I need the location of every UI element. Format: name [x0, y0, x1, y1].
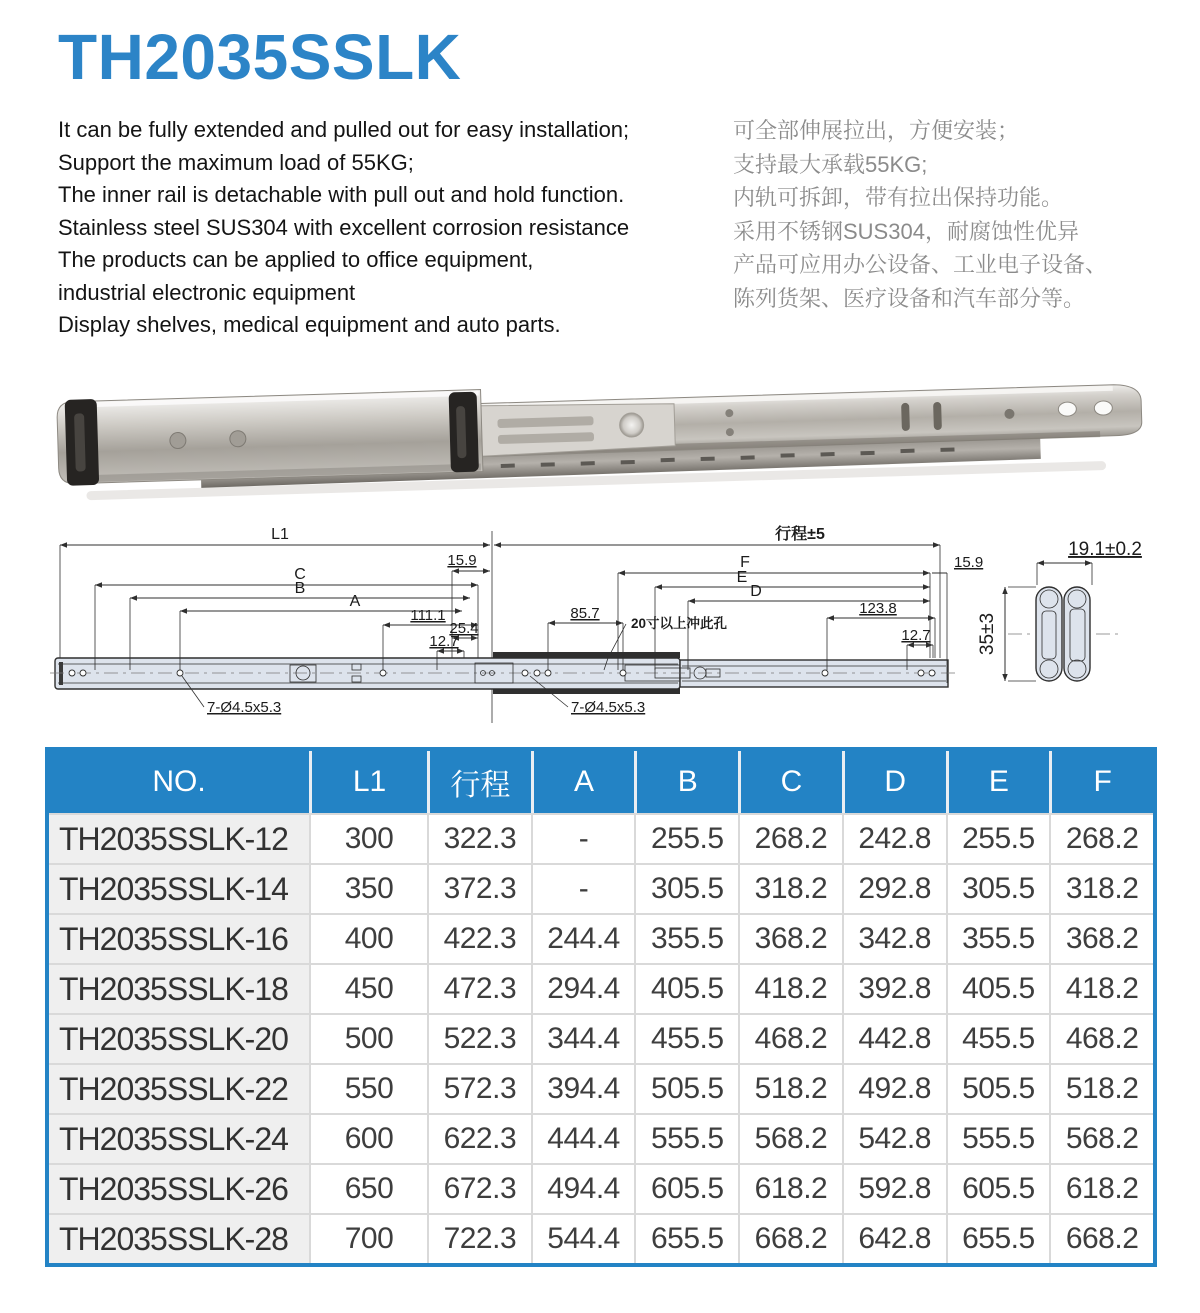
spec-value-cell: 605.5 [634, 1163, 738, 1213]
spec-value-cell: 555.5 [634, 1113, 738, 1163]
spec-value-cell: 392.8 [842, 963, 946, 1013]
spec-table-header-row [49, 751, 1153, 813]
spec-value-cell: 268.2 [738, 813, 842, 863]
spec-value-cell: 294.4 [531, 963, 635, 1013]
spec-value-cell: - [531, 863, 635, 913]
end-cap-slot [456, 406, 467, 458]
table-row [49, 963, 1153, 1013]
dim-label-b: B [294, 580, 306, 597]
spec-value-cell: 622.3 [427, 1113, 531, 1163]
spec-value-cell: 655.5 [634, 1213, 738, 1263]
column-header: E [946, 751, 1050, 813]
spec-value-cell: 355.5 [946, 913, 1050, 963]
spec-value-cell: 572.3 [427, 1063, 531, 1113]
spec-value-cell: 394.4 [531, 1063, 635, 1113]
spec-value-cell: 300 [309, 813, 427, 863]
spec-value-cell: 368.2 [1049, 913, 1153, 963]
spec-value-cell: 268.2 [1049, 813, 1153, 863]
spec-value-cell: 650 [309, 1163, 427, 1213]
spec-table [45, 747, 1157, 1267]
section-height-label: 35±3 [977, 612, 998, 656]
rivet [619, 413, 644, 438]
end-cap-slot [74, 413, 86, 471]
product-title: TH2035SSLK [58, 21, 462, 93]
spec-value-cell: 505.5 [946, 1063, 1050, 1113]
spec-value-cell: 318.2 [1049, 863, 1153, 913]
spec-value-cell: 550 [309, 1063, 427, 1113]
spec-value-cell: 518.2 [738, 1063, 842, 1113]
column-header: A [531, 751, 635, 813]
column-header: C [738, 751, 842, 813]
spec-value-cell: 405.5 [634, 963, 738, 1013]
spec-value-cell: 700 [309, 1213, 427, 1263]
model-number-cell: TH2035SSLK-16 [49, 913, 309, 963]
spec-value-cell: 672.3 [427, 1163, 531, 1213]
spec-value-cell: 544.4 [531, 1213, 635, 1263]
description-line: 陈列货架、医疗设备和汽车部分等。 [733, 285, 1086, 311]
spec-value-cell: 368.2 [738, 913, 842, 963]
spec-value-cell: 605.5 [946, 1163, 1050, 1213]
model-number-cell: TH2035SSLK-14 [49, 863, 309, 913]
spec-value-cell: 292.8 [842, 863, 946, 913]
model-number-cell: TH2035SSLK-18 [49, 963, 309, 1013]
spec-value-cell: 344.4 [531, 1013, 635, 1063]
table-row [49, 1213, 1153, 1263]
model-number-cell: TH2035SSLK-20 [49, 1013, 309, 1063]
spec-value-cell: 418.2 [1049, 963, 1153, 1013]
spec-value-cell: 568.2 [738, 1113, 842, 1163]
spec-value-cell: 342.8 [842, 913, 946, 963]
description-line: The products can be applied to office equipment, [58, 247, 534, 272]
inner-rail-hole [230, 431, 246, 447]
spec-value-cell: 618.2 [1049, 1163, 1153, 1213]
spec-value-cell: 372.3 [427, 863, 531, 913]
spec-value-cell: 305.5 [946, 863, 1050, 913]
description-line: It can be fully extended and pulled out for easy installation; [58, 117, 630, 142]
table-row [49, 1013, 1153, 1063]
description-line: The inner rail is detachable with pull out and hold function. [58, 182, 625, 207]
description-line: 产品可应用办公设备、工业电子设备、 [733, 252, 1108, 277]
dim-label-d: D [750, 583, 762, 600]
dim-label-15-9: 15.9 [447, 552, 477, 569]
description-line: 采用不锈钢SUS304，耐腐蚀性优异 [733, 218, 1079, 244]
dim-label-123-8: 123.8 [859, 600, 897, 617]
spec-value-cell: 722.3 [427, 1213, 531, 1263]
column-header: L1 [309, 751, 427, 813]
spec-value-cell: - [531, 813, 635, 863]
spec-value-cell: 522.3 [427, 1013, 531, 1063]
technical-drawing [0, 523, 1200, 738]
spec-value-cell: 418.2 [738, 963, 842, 1013]
spec-value-cell: 500 [309, 1013, 427, 1063]
description-english [58, 114, 728, 342]
column-header: NO. [49, 751, 309, 813]
spec-value-cell: 600 [309, 1113, 427, 1163]
inner-rail-hole [170, 432, 186, 448]
spec-value-cell: 405.5 [946, 963, 1050, 1013]
table-row [49, 1113, 1153, 1163]
spec-value-cell: 542.8 [842, 1113, 946, 1163]
cross-section [977, 539, 1142, 681]
description-line: Stainless steel SUS304 with excellent corrosion resistance [58, 214, 630, 240]
dim-label-l1: L1 [271, 526, 289, 543]
spec-value-cell: 642.8 [842, 1213, 946, 1263]
section-width-label: 19.1±0.2 [1068, 539, 1142, 560]
table-row [49, 1063, 1153, 1113]
model-number-cell: TH2035SSLK-12 [49, 813, 309, 863]
spec-value-cell: 422.3 [427, 913, 531, 963]
description-line: 支持最大承载55KG; [733, 151, 928, 177]
product-photo [30, 360, 1170, 510]
spec-table-body [49, 813, 1153, 1263]
table-row [49, 913, 1153, 963]
spec-value-cell: 518.2 [1049, 1063, 1153, 1113]
model-number-cell: TH2035SSLK-22 [49, 1063, 309, 1113]
spec-value-cell: 472.3 [427, 963, 531, 1013]
dim-label-25-4: 25.4 [449, 620, 479, 637]
hole-spec-label: 7-Ø4.5x5.3 [207, 699, 282, 716]
table-row [49, 863, 1153, 913]
spec-value-cell: 322.3 [427, 813, 531, 863]
dim-label-12-7: 12.7 [901, 627, 931, 644]
spec-value-cell: 255.5 [946, 813, 1050, 863]
spec-value-cell: 468.2 [738, 1013, 842, 1063]
column-header: B [634, 751, 738, 813]
description-line: industrial electronic equipment [58, 279, 356, 305]
spec-value-cell: 455.5 [946, 1013, 1050, 1063]
table-row [49, 813, 1153, 863]
spec-value-cell: 242.8 [842, 813, 946, 863]
dim-label-e: E [736, 569, 748, 586]
spec-value-cell: 355.5 [634, 913, 738, 963]
spec-value-cell: 494.4 [531, 1163, 635, 1213]
column-header: D [842, 751, 946, 813]
spec-value-cell: 318.2 [738, 863, 842, 913]
dim-label-111-1: 111.1 [410, 607, 446, 624]
spec-value-cell: 442.8 [842, 1013, 946, 1063]
spec-table-head [49, 751, 1153, 813]
column-header: 行程 [427, 751, 531, 813]
dim-label-a: A [349, 593, 361, 610]
spec-value-cell: 400 [309, 913, 427, 963]
description-chinese [733, 114, 1173, 315]
dim-label-15-9: 15.9 [954, 554, 984, 571]
dim-label-c: C [294, 566, 306, 583]
description-line: Display shelves, medical equipment and auto parts. [58, 312, 561, 337]
model-number-cell: TH2035SSLK-28 [49, 1213, 309, 1263]
spec-value-cell: 568.2 [1049, 1113, 1153, 1163]
table-row [49, 1163, 1153, 1213]
spec-value-cell: 244.4 [531, 913, 635, 963]
dim-label-f: F [740, 554, 750, 571]
spec-value-cell: 468.2 [1049, 1013, 1153, 1063]
spec-value-cell: 492.8 [842, 1063, 946, 1113]
rail-side-view [50, 652, 958, 694]
column-header: F [1049, 751, 1153, 813]
spec-value-cell: 444.4 [531, 1113, 635, 1163]
spec-value-cell: 668.2 [738, 1213, 842, 1263]
model-number-cell: TH2035SSLK-26 [49, 1163, 309, 1213]
hole-spec-label: 7-Ø4.5x5.3 [571, 699, 646, 716]
description-line: Support the maximum load of 55KG; [58, 149, 414, 175]
dim-label-12-7: 12.7 [429, 633, 459, 650]
spec-value-cell: 655.5 [946, 1213, 1050, 1263]
spec-value-cell: 555.5 [946, 1113, 1050, 1163]
spec-value-cell: 505.5 [634, 1063, 738, 1113]
spec-value-cell: 592.8 [842, 1163, 946, 1213]
punch-note-label: 20寸以上冲此孔 [631, 616, 728, 631]
spec-value-cell: 618.2 [738, 1163, 842, 1213]
description-line: 内轨可拆卸，带有拉出保持功能。 [733, 185, 1064, 210]
dim-label-85-7: 85.7 [570, 605, 600, 622]
model-number-cell: TH2035SSLK-24 [49, 1113, 309, 1163]
spec-value-cell: 668.2 [1049, 1213, 1153, 1263]
spec-value-cell: 350 [309, 863, 427, 913]
spec-value-cell: 305.5 [634, 863, 738, 913]
dim-label-stroke: 行程±5 [775, 526, 825, 543]
spec-value-cell: 450 [309, 963, 427, 1013]
spec-value-cell: 255.5 [634, 813, 738, 863]
description-line: 可全部伸展拉出，方便安装； [733, 118, 1020, 143]
spec-value-cell: 455.5 [634, 1013, 738, 1063]
